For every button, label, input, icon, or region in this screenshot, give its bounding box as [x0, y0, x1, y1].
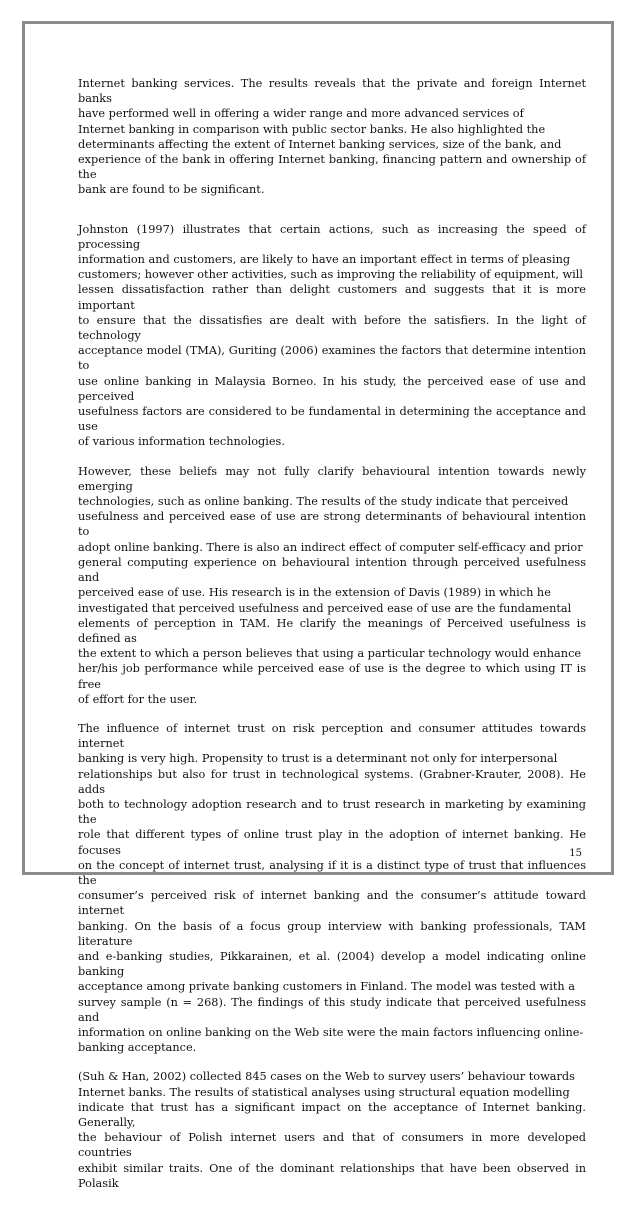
- text-line: role that different types of online trust play in the adoption of internet banking. He focuses: [78, 828, 586, 857]
- text-line: acceptance among private banking customers in Finland. The model was tested with a: [78, 980, 575, 994]
- paragraph-4: [78, 721, 586, 1055]
- text-line: perceived ease of use. His research is in the extension of Davis (1989) in which he: [78, 586, 551, 600]
- text-line: information and customers, are likely to have an important effect in terms of pleasing: [78, 253, 571, 267]
- text-line: bank are found to be significant.: [78, 183, 265, 197]
- text-line: indicate that trust has a significant impact on the acceptance of Internet banking. Generally,: [78, 1100, 586, 1129]
- text-line: on the concept of internet trust, analysing if it is a distinct type of trust that influences the: [78, 858, 586, 887]
- paragraph-3: [78, 464, 586, 707]
- text-line: her/his job performance while perceived ease of use is the degree to which using IT is free: [78, 662, 586, 691]
- page-number: 15: [569, 848, 582, 859]
- text-line: both to technology adoption research and to trust research in marketing by examining the: [78, 797, 586, 827]
- text-line: usefulness and perceived ease of use are strong determinants of behavioural intention to: [78, 510, 586, 539]
- text-line: general computing experience on behavioural intention through perceived usefulness and: [78, 555, 586, 585]
- text-line: usefulness factors are considered to be fundamental in determining the acceptance and use: [78, 405, 586, 434]
- text-line: the extent to which a person believes that using a particular technology would enhance: [78, 647, 582, 661]
- text-line: consumer’s perceived risk of internet banking and the consumer’s attitude toward internet: [78, 889, 586, 918]
- text-line: adopt online banking. There is also an indirect effect of computer self-efficacy and prior: [78, 540, 583, 554]
- text-line: determinants affecting the extent of Internet banking services, size of the bank, and: [78, 137, 562, 151]
- text-line: relationships but also for trust in technological systems. (Grabner-Krauter, 2008). He adds: [78, 767, 586, 796]
- text-line: However, these beliefs may not fully clarify behavioural intention towards newly emerging: [78, 464, 586, 493]
- text-line: survey sample (n = 268). The findings of this study indicate that perceived usefulness and: [78, 995, 586, 1024]
- text-line: information on online banking on the Web site were the main factors influencing online-: [78, 1025, 584, 1039]
- text-line: The influence of internet trust on risk perception and consumer attitudes towards internet: [78, 721, 586, 751]
- text-line: Internet banks. The results of statistical analyses using structural equation modelling: [78, 1085, 570, 1099]
- text-line: experience of the bank in offering Internet banking, financing pattern and ownership of the: [78, 153, 586, 182]
- text-line: and e-banking studies, Pikkarainen, et al. (2004) develop a model indicating online banking: [78, 949, 586, 979]
- text-line: banking is very high. Propensity to trust is a determinant not only for interpersonal: [78, 752, 558, 766]
- paragraph-2: [78, 222, 586, 450]
- text-line: customers; however other activities, such as improving the reliability of equipment, will: [78, 268, 584, 282]
- text-line: have performed well in offering a wider range and more advanced services of: [78, 107, 524, 121]
- paragraph-1: [78, 76, 586, 198]
- document-body: [78, 76, 586, 1205]
- text-line: investigated that perceived usefulness and perceived ease of use are the fundamental: [78, 601, 572, 615]
- text-line: of various information technologies.: [78, 435, 285, 449]
- text-line: of effort for the user.: [78, 692, 198, 706]
- text-line: Johnston (1997) illustrates that certain actions, such as increasing the speed of processing: [78, 222, 586, 251]
- text-line: exhibit similar traits. One of the dominant relationships that have been observed in Polasik: [78, 1161, 586, 1190]
- text-line: Internet banking services. The results reveals that the private and foreign Internet banks: [78, 77, 586, 106]
- text-line: elements of perception in TAM. He clarify the meanings of Perceived usefulness is defined as: [78, 616, 586, 645]
- text-line: technologies, such as online banking. The results of the study indicate that perceived: [78, 495, 569, 509]
- paragraph-5: [78, 1069, 586, 1191]
- text-line: (Suh & Han, 2002) collected 845 cases on the Web to survey users’ behaviour towards: [78, 1070, 575, 1084]
- text-line: the behaviour of Polish internet users and that of consumers in more developed countries: [78, 1131, 586, 1160]
- text-line: banking acceptance.: [78, 1041, 197, 1055]
- text-line: lessen dissatisfaction rather than delight customers and suggests that it is more important: [78, 283, 586, 312]
- text-line: banking. On the basis of a focus group interview with banking professionals, TAM literature: [78, 919, 586, 948]
- text-line: acceptance model (TMA), Guriting (2006) examines the factors that determine intention to: [78, 344, 586, 373]
- text-line: use online banking in Malaysia Borneo. In his study, the perceived ease of use and perceived: [78, 374, 586, 403]
- text-line: Internet banking in comparison with public sector banks. He also highlighted the: [78, 122, 546, 136]
- text-line: to ensure that the dissatisfies are dealt with before the satisfiers. In the light of technology: [78, 313, 586, 343]
